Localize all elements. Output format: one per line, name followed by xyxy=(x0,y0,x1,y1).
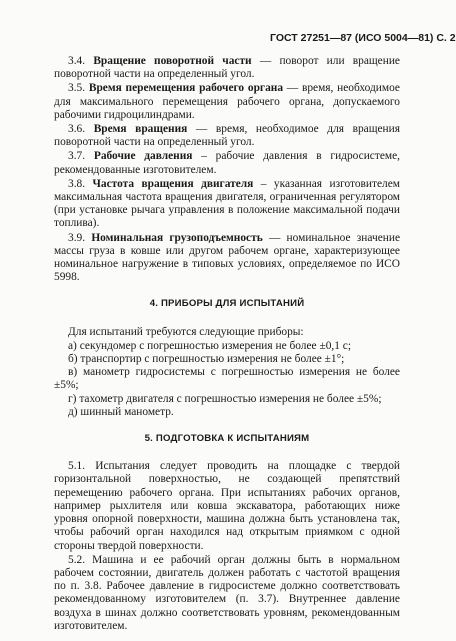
definition-number: 3.4. xyxy=(68,55,86,67)
definition-number: 3.5. xyxy=(68,82,86,95)
section-4-title: 4. ПРИБОРЫ ДЛЯ ИСПЫТАНИЙ xyxy=(149,298,305,310)
definition-text: – указанная изготовителем максимальная частота вращения двигателя, ограниченная регулятором (при установке рычага управления в положение максимальной подачи топлива). xyxy=(54,177,400,230)
instrument-item-d: г) тахометр двигателя с погрешностью измерения не более ±5%; xyxy=(68,392,382,405)
definition-3-5 xyxy=(54,82,400,122)
document-body xyxy=(54,55,400,634)
definition-3-8 xyxy=(54,178,400,231)
definition-term: Номинальная грузоподъемность xyxy=(91,231,263,244)
definition-term: Вращение поворотной части xyxy=(93,55,252,67)
instrument-item-e: д) шинный манометр. xyxy=(68,405,174,418)
paragraph-5-1: 5.1. Испытания следует проводить на площадке с твердой горизонтальной поверхностью, не создающей препятствий перемещению рабочего органа. При испытаниях рабочих органов, например рыхлителя или ковша экскаватора, работающих ниже уровня опорной поверхности, машина должна быть установлена так, чтобы рабочий орган находился над открытым приямком с одной стороны твердой поверхности. xyxy=(54,460,400,552)
definition-3-6 xyxy=(54,123,400,149)
definition-3-7 xyxy=(54,150,400,176)
definition-3-9 xyxy=(54,232,400,285)
section-4-intro: Для испытаний требуются следующие приборы: xyxy=(68,325,304,338)
definition-term: Рабочие давления xyxy=(93,150,193,163)
definition-number: 3.7. xyxy=(68,150,86,163)
definition-number: 3.6. xyxy=(68,123,86,136)
instrument-item-c: в) манометр гидросистемы с погрешностью измерения не более ±5%; xyxy=(54,366,400,392)
definition-term: Время перемещения рабочего органа xyxy=(88,82,284,95)
definition-text: – рабочие давления в гидросистеме, рекомендованные изготовителем. xyxy=(54,150,400,176)
document-header: ГОСТ 27251—87 (ИСО 5004—81) С. 2 xyxy=(270,32,456,44)
definition-term: Частота вращения двигателя xyxy=(92,177,254,190)
definition-text: — время, необходимое для максимального перемещения рабочего органа, допускаемого рабочими гидроцилиндрами. xyxy=(54,82,400,121)
section-5-title: 5. ПОДГОТОВКА К ИСПЫТАНИЯМ xyxy=(144,433,310,445)
definition-text: — поворот или вращение поворотной части на определенный угол. xyxy=(54,55,400,81)
definition-text: — время, необходимое для вращения поворотной части на определенный угол. xyxy=(54,123,400,149)
definition-number: 3.8. xyxy=(68,177,86,190)
paragraph-5-2: 5.2. Машина и ее рабочий орган должны быть в нормальном рабочем состоянии, двигатель должен работать с частотой вращения по п. 3.8. Рабочее давление в гидросистеме должно соответствовать рекомендованному изготовителем (п. 3.7). Внутреннее давление воздуха в шинах должно соответствовать уровням, рекомендованным изготовителем. xyxy=(54,553,400,632)
definition-text: — номинальное значение массы груза в ковше или другом рабочем органе, характеризующее номинальное нагружение в типовых условиях, определяемое по ИСО 5998. xyxy=(54,231,400,284)
definition-number: 3.9. xyxy=(68,231,86,244)
instrument-item-b: б) транспортир с погрешностью измерения не более ±1°; xyxy=(68,353,345,366)
instrument-item-a: а) секундомер с погрешностью измерения не более ±0,1 с; xyxy=(68,339,352,352)
definition-3-4 xyxy=(54,55,400,81)
definition-term: Время вращения xyxy=(93,123,188,136)
